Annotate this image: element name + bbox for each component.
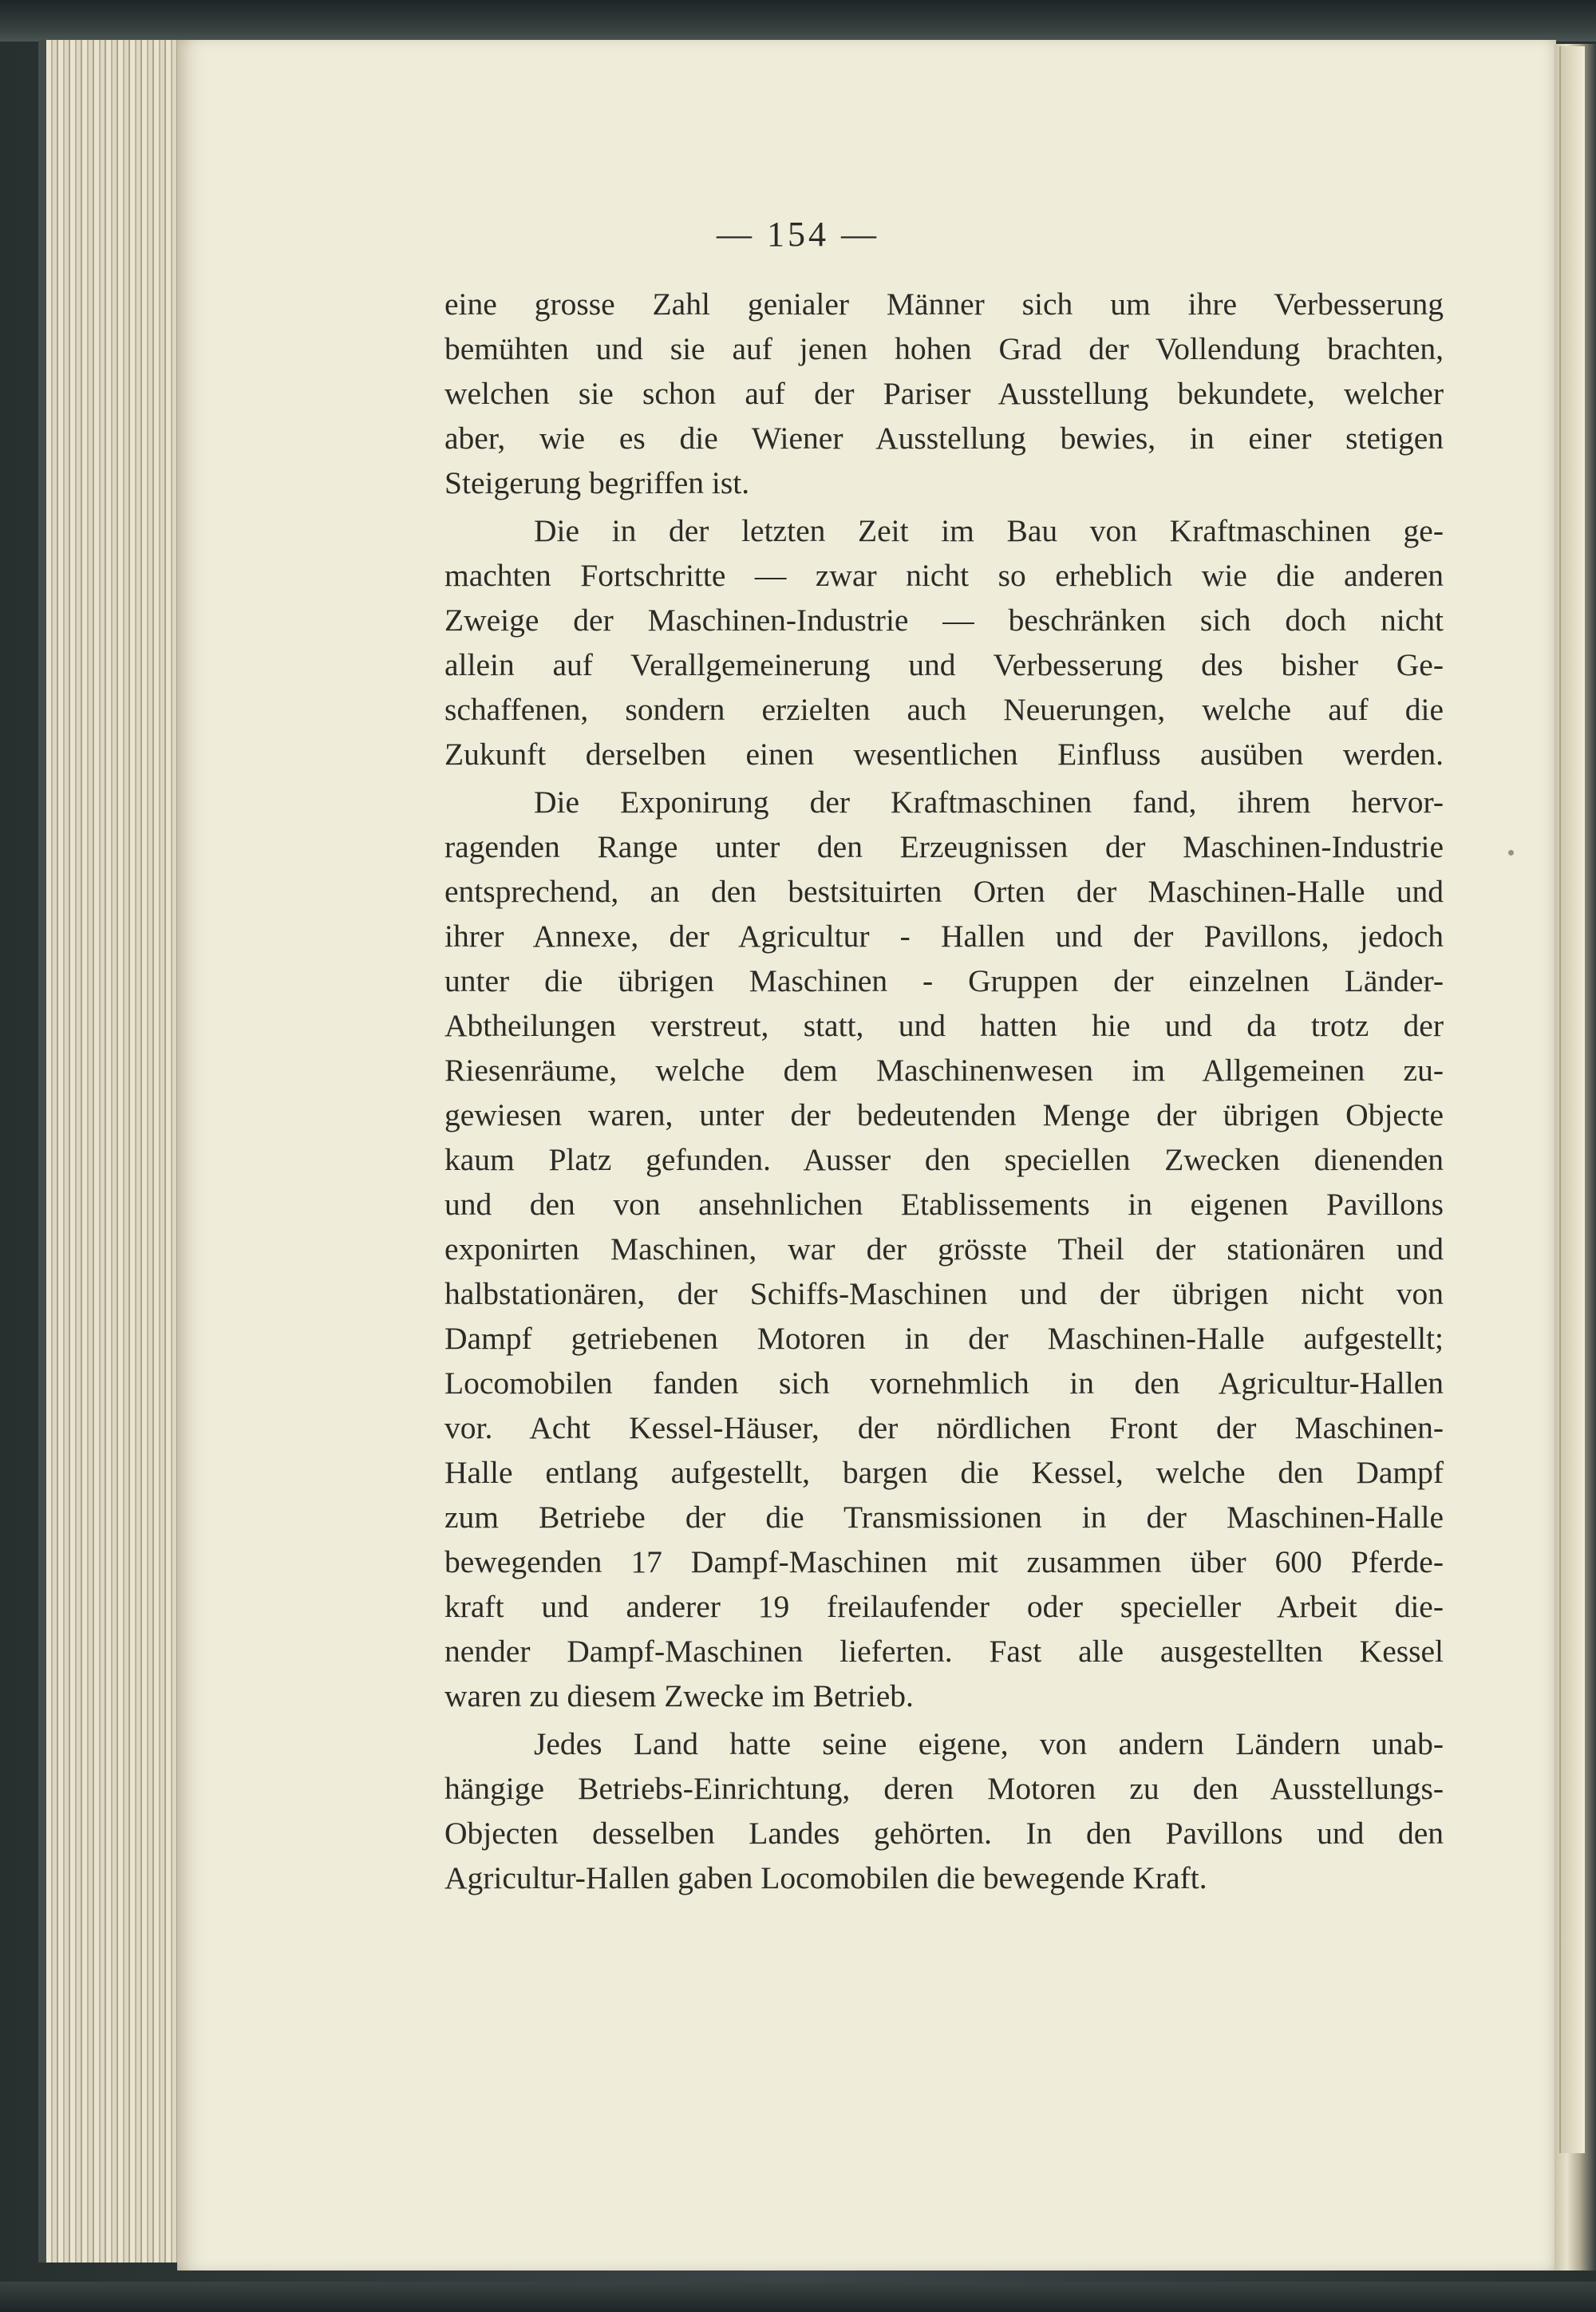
- text-line: Objecten desselben Landes gehörten. In den Pavillons und den: [444, 1816, 1444, 1851]
- body-text: [444, 282, 1444, 1900]
- text-line: bewegenden 17 Dampf-Maschinen mit zusammen über 600 Pferde-: [444, 1544, 1444, 1579]
- page-edge-right: [1559, 46, 1585, 2153]
- paper-blemish: [1508, 850, 1514, 856]
- text-line: und den von ansehnlichen Etablissements in eigenen Pavillons: [444, 1187, 1444, 1222]
- text-line: bemühten und sie auf jenen hohen Grad der Vollendung brachten,: [444, 331, 1444, 366]
- text-line: ihrer Annexe, der Agricultur - Hallen und der Pavillons, jedoch: [444, 919, 1444, 954]
- text-line: Steigerung begriffen ist.: [444, 465, 750, 500]
- text-line: Zukunft derselben einen wesentlichen Einfluss ausüben werden.: [444, 737, 1444, 772]
- text-line: eine grosse Zahl genialer Männer sich um ihre Verbesserung: [444, 287, 1444, 322]
- text-line: kaum Platz gefunden. Ausser den speciellen Zwecken dienenden: [444, 1142, 1444, 1177]
- text-line: Locomobilen fanden sich vornehmlich in den Agricultur-Hallen: [444, 1365, 1444, 1401]
- text-line: zum Betriebe der die Transmissionen in der Maschinen-Halle: [444, 1500, 1444, 1535]
- text-line: entsprechend, an den bestsituirten Orten der Maschinen-Halle und: [444, 874, 1444, 909]
- text-line: nender Dampf-Maschinen lieferten. Fast alle ausgestellten Kessel: [444, 1634, 1444, 1669]
- text-line: welchen sie schon auf der Pariser Ausstellung bekundete, welcher: [444, 376, 1444, 411]
- text-line: vor. Acht Kessel-Häuser, der nördlichen Front der Maschinen-: [444, 1410, 1444, 1445]
- text-line: machten Fortschritte — zwar nicht so erheblich wie die anderen: [444, 558, 1444, 593]
- page-number: — 154 —: [717, 215, 879, 254]
- book-cover-top-edge: [0, 0, 1596, 41]
- text-line: Dampf getriebenen Motoren in der Maschinen-Halle aufgestellt;: [444, 1321, 1444, 1356]
- text-line: schaffenen, sondern erzielten auch Neuerungen, welche auf die: [444, 692, 1444, 727]
- text-line: ragenden Range unter den Erzeugnissen der Maschinen-Industrie: [444, 829, 1444, 864]
- text-line: Zweige der Maschinen-Industrie — beschränken sich doch nicht: [444, 603, 1444, 638]
- page-edges-left: [38, 40, 194, 2263]
- text-line: gewiesen waren, unter der bedeutenden Menge der übrigen Objecte: [444, 1097, 1444, 1132]
- text-line: Halle entlang aufgestellt, bargen die Kessel, welche den Dampf: [444, 1455, 1444, 1490]
- text-line: hängige Betriebs-Einrichtung, deren Motoren zu den Ausstellungs-: [444, 1771, 1444, 1806]
- text-line: exponirten Maschinen, war der grösste Theil der stationären und: [444, 1231, 1444, 1267]
- text-line: allein auf Verallgemeinerung und Verbesserung des bisher Ge-: [444, 647, 1444, 682]
- text-line: kraft und anderer 19 freilaufender oder specieller Arbeit die-: [444, 1589, 1444, 1624]
- text-line: unter die übrigen Maschinen - Gruppen der einzelnen Länder-: [444, 963, 1444, 998]
- text-line: halbstationären, der Schiffs-Maschinen und der übrigen nicht von: [444, 1276, 1444, 1311]
- text-line: Jedes Land hatte seine eigene, von andern Ländern unab-: [534, 1726, 1444, 1761]
- text-line: Riesenräume, welche dem Maschinenwesen im Allgemeinen zu-: [444, 1053, 1444, 1088]
- text-line: aber, wie es die Wiener Ausstellung bewies, in einer stetigen: [444, 421, 1444, 456]
- text-line: Abtheilungen verstreut, statt, und hatten hie und da trotz der: [444, 1008, 1444, 1043]
- text-line: Agricultur-Hallen gaben Locomobilen die bewegende Kraft.: [444, 1860, 1207, 1895]
- text-line: waren zu diesem Zwecke im Betrieb.: [444, 1678, 914, 1713]
- text-line: Die Exponirung der Kraftmaschinen fand, ihrem hervor-: [534, 784, 1444, 820]
- book-cover-bottom-edge: [0, 2282, 1596, 2312]
- text-line: Die in der letzten Zeit im Bau von Kraftmaschinen ge-: [534, 513, 1444, 548]
